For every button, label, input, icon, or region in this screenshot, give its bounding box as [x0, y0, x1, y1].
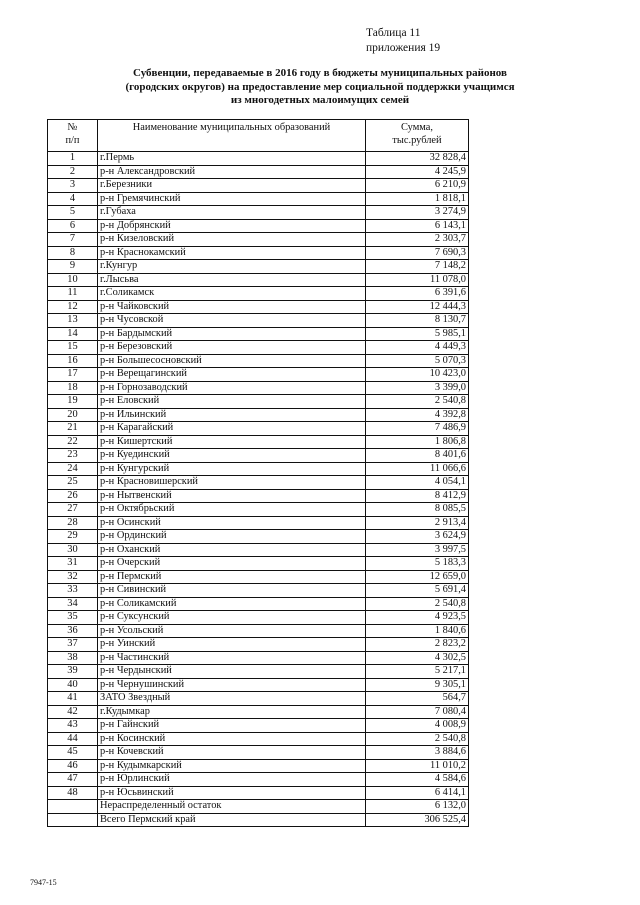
table-row [48, 773, 469, 787]
row-name: р-н Кунгурский [98, 462, 366, 476]
row-sum: 5 985,1 [366, 327, 469, 341]
row-number: 25 [48, 476, 98, 490]
row-number: 3 [48, 179, 98, 193]
row-name: р-н Оханский [98, 543, 366, 557]
row-name: р-н Соликамский [98, 597, 366, 611]
row-number: 45 [48, 746, 98, 760]
row-number: 5 [48, 206, 98, 220]
row-sum: 7 690,3 [366, 246, 469, 260]
row-number: 10 [48, 273, 98, 287]
table-row [48, 800, 469, 814]
row-sum: 3 884,6 [366, 746, 469, 760]
table-row [48, 341, 469, 355]
table-reference [366, 26, 440, 56]
table-row [48, 273, 469, 287]
row-number: 31 [48, 557, 98, 571]
row-sum: 3 399,0 [366, 381, 469, 395]
row-sum: 8 412,9 [366, 489, 469, 503]
row-number: 1 [48, 152, 98, 166]
table-row [48, 597, 469, 611]
table-row [48, 462, 469, 476]
table-row [48, 165, 469, 179]
row-sum: 2 303,7 [366, 233, 469, 247]
row-name: р-н Кочевский [98, 746, 366, 760]
row-number: 47 [48, 773, 98, 787]
row-name: р-н Суксунский [98, 611, 366, 625]
row-number: 40 [48, 678, 98, 692]
table-row [48, 368, 469, 382]
row-sum: 4 923,5 [366, 611, 469, 625]
row-number: 48 [48, 786, 98, 800]
row-number: 2 [48, 165, 98, 179]
row-number: 14 [48, 327, 98, 341]
table-row [48, 692, 469, 706]
row-name: г.Пермь [98, 152, 366, 166]
table-row [48, 665, 469, 679]
row-number: 24 [48, 462, 98, 476]
row-number: 30 [48, 543, 98, 557]
row-name: г.Лысьва [98, 273, 366, 287]
row-number: 6 [48, 219, 98, 233]
subsidies-table [47, 119, 469, 827]
row-sum: 4 392,8 [366, 408, 469, 422]
row-number: 12 [48, 300, 98, 314]
row-number: 11 [48, 287, 98, 301]
row-number: 20 [48, 408, 98, 422]
table-row [48, 516, 469, 530]
title-line-1: Субвенции, передаваемые в 2016 году в бюджеты муниципальных районов [133, 67, 507, 79]
row-name: Всего Пермский край [98, 813, 366, 827]
table-row [48, 435, 469, 449]
row-sum: 3 274,9 [366, 206, 469, 220]
row-sum: 7 486,9 [366, 422, 469, 436]
row-number: 35 [48, 611, 98, 625]
table-row [48, 732, 469, 746]
row-sum: 11 078,0 [366, 273, 469, 287]
row-name: р-н Краснокамский [98, 246, 366, 260]
row-name: г.Березники [98, 179, 366, 193]
row-number: 13 [48, 314, 98, 328]
header-sum [366, 120, 469, 152]
table-row [48, 678, 469, 692]
row-number: 17 [48, 368, 98, 382]
row-number: 22 [48, 435, 98, 449]
row-sum: 2 540,8 [366, 732, 469, 746]
row-name: р-н Юрлинский [98, 773, 366, 787]
row-number: 8 [48, 246, 98, 260]
row-number: 18 [48, 381, 98, 395]
row-number: 37 [48, 638, 98, 652]
row-name: ЗАТО Звездный [98, 692, 366, 706]
header-name: Наименование муниципальных образований [98, 120, 366, 152]
row-name: р-н Карагайский [98, 422, 366, 436]
row-name: р-н Березовский [98, 341, 366, 355]
table-row [48, 651, 469, 665]
table-row [48, 476, 469, 490]
row-sum: 7 080,4 [366, 705, 469, 719]
row-name: р-н Горнозаводский [98, 381, 366, 395]
row-name: р-н Частинский [98, 651, 366, 665]
row-name: р-н Бардымский [98, 327, 366, 341]
row-sum: 11 010,2 [366, 759, 469, 773]
header-number-line-2: п/п [65, 135, 80, 146]
row-name: р-н Кишертский [98, 435, 366, 449]
table-row [48, 611, 469, 625]
table-row [48, 449, 469, 463]
title-line-2: (городских округов) на предоставление мер социальной поддержки учащимся [125, 80, 515, 93]
row-number: 16 [48, 354, 98, 368]
row-sum: 564,7 [366, 692, 469, 706]
row-name: р-н Очерский [98, 557, 366, 571]
row-sum: 10 423,0 [366, 368, 469, 382]
row-name: р-н Косинский [98, 732, 366, 746]
row-number: 28 [48, 516, 98, 530]
table-row [48, 300, 469, 314]
table-row [48, 192, 469, 206]
row-name: р-н Гайнский [98, 719, 366, 733]
row-name: р-н Сивинский [98, 584, 366, 598]
row-number: 29 [48, 530, 98, 544]
row-name: р-н Чердынский [98, 665, 366, 679]
row-name: р-н Чайковский [98, 300, 366, 314]
row-number: 36 [48, 624, 98, 638]
row-number: 4 [48, 192, 98, 206]
appendix-number: приложения 19 [366, 42, 441, 54]
row-name: г.Губаха [98, 206, 366, 220]
row-number: 26 [48, 489, 98, 503]
table-row [48, 584, 469, 598]
table-row [48, 260, 469, 274]
row-sum: 9 305,1 [366, 678, 469, 692]
table-row [48, 354, 469, 368]
table-row [48, 570, 469, 584]
row-sum: 3 997,5 [366, 543, 469, 557]
table-row [48, 705, 469, 719]
table-row [48, 503, 469, 517]
row-name: р-н Александровский [98, 165, 366, 179]
row-sum: 5 691,4 [366, 584, 469, 598]
table-row [48, 746, 469, 760]
table-row [48, 381, 469, 395]
row-name: р-н Добрянский [98, 219, 366, 233]
row-sum: 2 540,8 [366, 597, 469, 611]
row-sum: 12 659,0 [366, 570, 469, 584]
row-name: р-н Юсьвинский [98, 786, 366, 800]
document-code: 7947-15 [30, 878, 57, 887]
table-number: Таблица 11 [366, 27, 421, 39]
row-number: 38 [48, 651, 98, 665]
row-sum: 5 070,3 [366, 354, 469, 368]
row-number: 21 [48, 422, 98, 436]
row-sum: 6 132,0 [366, 800, 469, 814]
table-body [48, 152, 469, 827]
table-row [48, 557, 469, 571]
table-row [48, 408, 469, 422]
row-number: 32 [48, 570, 98, 584]
table-row [48, 314, 469, 328]
row-sum: 6 414,1 [366, 786, 469, 800]
row-name: р-н Большесосновский [98, 354, 366, 368]
row-number: 15 [48, 341, 98, 355]
row-sum: 5 183,3 [366, 557, 469, 571]
row-number: 39 [48, 665, 98, 679]
row-sum: 8 130,7 [366, 314, 469, 328]
table-row [48, 233, 469, 247]
table-row [48, 219, 469, 233]
row-number [48, 813, 98, 827]
row-name: р-н Пермский [98, 570, 366, 584]
table-row [48, 624, 469, 638]
row-number: 34 [48, 597, 98, 611]
row-name: г.Соликамск [98, 287, 366, 301]
row-name: Нераспределенный остаток [98, 800, 366, 814]
row-sum: 2 913,4 [366, 516, 469, 530]
table-row [48, 179, 469, 193]
row-number: 27 [48, 503, 98, 517]
table-row [48, 327, 469, 341]
table-row [48, 638, 469, 652]
table-row [48, 206, 469, 220]
row-sum: 2 823,2 [366, 638, 469, 652]
header-sum-line-1: Сумма, [400, 122, 434, 133]
row-number: 23 [48, 449, 98, 463]
row-sum: 2 540,8 [366, 395, 469, 409]
table-row [48, 152, 469, 166]
row-name: г.Кудымкар [98, 705, 366, 719]
row-name: р-н Осинский [98, 516, 366, 530]
table-row [48, 395, 469, 409]
table-row [48, 813, 469, 827]
table-row [48, 786, 469, 800]
row-sum: 4 584,6 [366, 773, 469, 787]
row-sum: 8 401,6 [366, 449, 469, 463]
row-name: р-н Октябрьский [98, 503, 366, 517]
row-name: р-н Куединский [98, 449, 366, 463]
row-name: р-н Ординский [98, 530, 366, 544]
table-row [48, 530, 469, 544]
row-sum: 3 624,9 [366, 530, 469, 544]
row-number: 9 [48, 260, 98, 274]
table-row [48, 719, 469, 733]
row-number [48, 800, 98, 814]
header-sum-line-2: тыс.рублей [392, 135, 442, 146]
header-number [48, 120, 98, 152]
row-name: р-н Еловский [98, 395, 366, 409]
row-sum: 12 444,3 [366, 300, 469, 314]
row-sum: 6 143,1 [366, 219, 469, 233]
row-name: р-н Чернушинский [98, 678, 366, 692]
row-number: 43 [48, 719, 98, 733]
row-name: г.Кунгур [98, 260, 366, 274]
table-row [48, 422, 469, 436]
header-number-line-1: № [67, 122, 78, 133]
table-header-row [48, 120, 469, 152]
table-row [48, 759, 469, 773]
row-name: р-н Уинский [98, 638, 366, 652]
row-sum: 306 525,4 [366, 813, 469, 827]
row-name: р-н Кизеловский [98, 233, 366, 247]
row-sum: 1 840,6 [366, 624, 469, 638]
row-number: 41 [48, 692, 98, 706]
row-name: р-н Красновишерский [98, 476, 366, 490]
row-sum: 7 148,2 [366, 260, 469, 274]
row-sum: 1 806,8 [366, 435, 469, 449]
row-sum: 4 054,1 [366, 476, 469, 490]
row-name: р-н Усольский [98, 624, 366, 638]
row-number: 19 [48, 395, 98, 409]
row-number: 33 [48, 584, 98, 598]
document-title [60, 67, 580, 108]
row-sum: 5 217,1 [366, 665, 469, 679]
row-number: 44 [48, 732, 98, 746]
row-number: 7 [48, 233, 98, 247]
row-name: р-н Ильинский [98, 408, 366, 422]
row-sum: 8 085,5 [366, 503, 469, 517]
row-sum: 4 245,9 [366, 165, 469, 179]
row-sum: 1 818,1 [366, 192, 469, 206]
row-sum: 32 828,4 [366, 152, 469, 166]
row-number: 42 [48, 705, 98, 719]
row-sum: 11 066,6 [366, 462, 469, 476]
row-sum: 4 008,9 [366, 719, 469, 733]
row-name: р-н Гремячинский [98, 192, 366, 206]
row-name: р-н Чусовской [98, 314, 366, 328]
row-name: р-н Нытвенский [98, 489, 366, 503]
row-sum: 4 302,5 [366, 651, 469, 665]
row-name: р-н Кудымкарский [98, 759, 366, 773]
row-sum: 6 210,9 [366, 179, 469, 193]
row-number: 46 [48, 759, 98, 773]
table-row [48, 287, 469, 301]
title-line-3: из многодетных малоимущих семей [230, 94, 410, 106]
row-sum: 6 391,6 [366, 287, 469, 301]
table-row [48, 246, 469, 260]
row-sum: 4 449,3 [366, 341, 469, 355]
row-name: р-н Верещагинский [98, 368, 366, 382]
table-row [48, 543, 469, 557]
table-row [48, 489, 469, 503]
